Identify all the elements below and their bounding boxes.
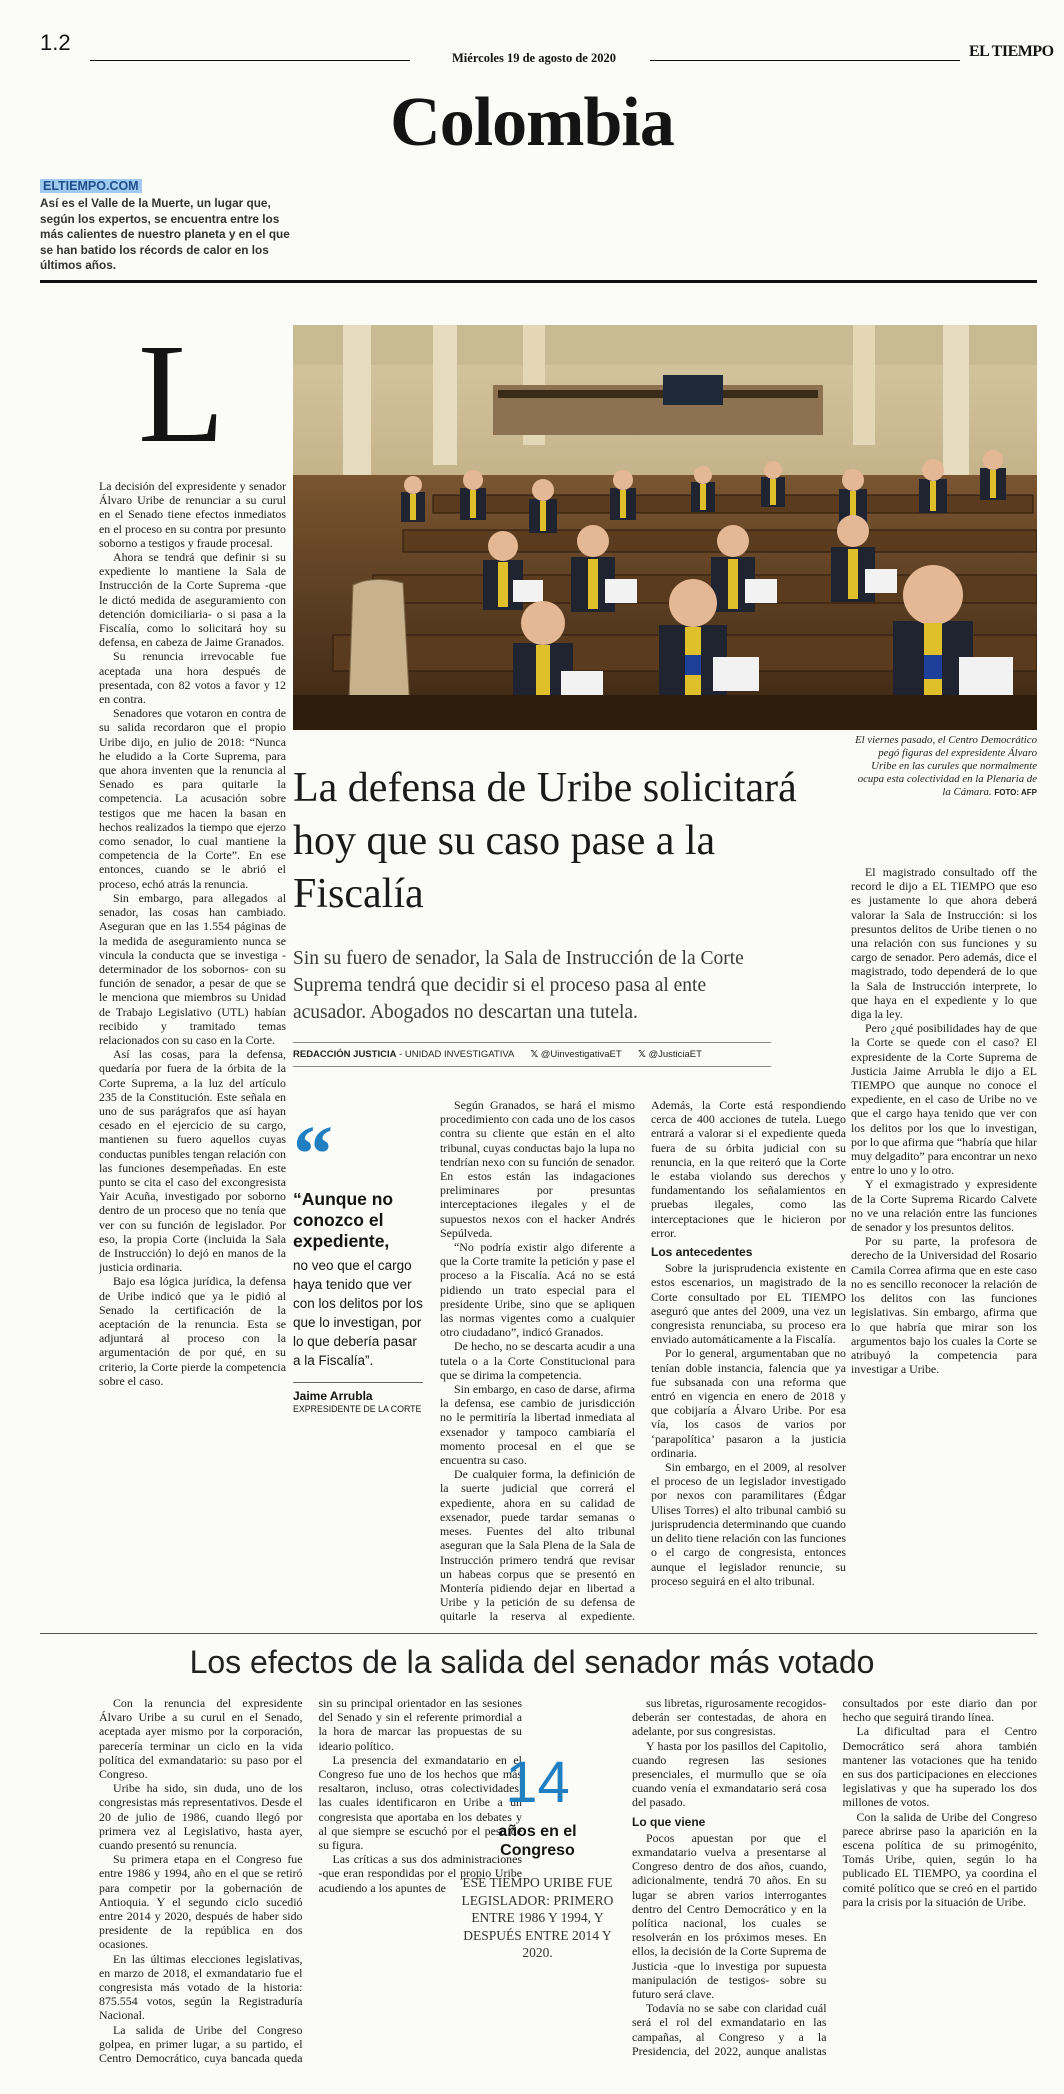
second-article-right: sus libretas, rigurosamente recogidos- deberán ser contestadas, de ahora en adelante, por sus congresistas. Y hasta por los pasillos del Capitolio, cuando regresen las sesiones presenciales, el murmullo que se oía cuando venía el exmandatario será cosa del pasado. Lo que viene Pocos apuestan por que el exmandatario vuelva a presentarse al Congreso dentro de dos años, cuando, adicionalmente, tendrá 70 años. En su lugar se abren varios interrogantes dentro del Centro Democrático y en la política nacional, los cuales se resolverán en los próximos meses. En ellos, la decisión de la Corte Suprema de Justicia -que lo investiga por supuesta manipulación de testigos- sobre su futuro será clave. Todavía no se sabe con claridad cuál será el rol del exmandatario en las campañas, al Congreso y a la Presidencia, del 2022, aunque analistas consultados por este diario dan por hecho que seguirá tirando línea. La dificultad para el Centro Democrático será ahora también mantener las votaciones que ha tenido en sus dos participaciones en elecciones legislativas y que ha superado los dos millones de votos. Con la salida de Uribe del Congreso parece abrirse paso la aparición en la escena política de su primogénito, Tomás Uribe, quien, según lo ha publicado EL TIEMPO, ya coordina el comité político que se creó en el partido para la crisis por la situación de Uribe. — [632, 1696, 1037, 2058]
header-rule-right — [650, 60, 960, 61]
subhead-antecedentes: Los antecedentes — [651, 1245, 753, 1260]
stat-box — [460, 1750, 615, 1962]
twitter-icon: 𝕏 — [530, 1049, 539, 1060]
quote-mark-icon: “ — [293, 1111, 333, 1199]
second-article-left: Con la renuncia del expresidente Álvaro Uribe a su curul en el Senado, aceptada ayer mismo por la corporación, parecería terminar un ciclo en la vida política del exmandatario: su paso por el Congreso. Uribe ha sido, sin duda, uno de los congresistas más representativos. Desde el 20 de julio de 1986, cuando llegó por primera vez al Legislativo, hasta ayer, cuando presentó su renuncia. Su primera etapa en el Congreso fue entre 1986 y 1994, año en el que se retiró para competir por la gobernación de Antioquia. Y el segundo ciclo sucedió entre 2014 y 2020, después de haber sido presidente de la república en dos ocasiones. En las últimas elecciones legislativas, en marzo de 2018, el exmandatario fue el congresista más votado de la historia: 875.554 votos, según la Registraduría Nacional. La salida de Uribe del Congreso golpea, en primer lugar, a su partido, el Centro Democrático, cuya bancada queda sin su principal orientador en las sesiones del Senado y sin el referente primordial a la hora de marcar las propuestas de su ideario político. La presencia del exmandatario en el Congreso fue uno de los hechos que más resaltaron, incluso, otras colectividades, las cuales identificaron en Uribe a un congresista que aportaba en los debates y al que siempre se escuchó por el peso de su figura. Las críticas a sus dos administraciones -que eran respondidas por el propio Uribe acudiendo a los apuntes de — [99, 1696, 522, 2066]
section-title: Colombia — [390, 84, 674, 161]
stat-label: años en el Congreso — [498, 1823, 577, 1859]
main-headline: La defensa de Uribe solicitará hoy que su caso pase a la Fiscalía — [293, 765, 797, 917]
mid-rule — [40, 1633, 1037, 1634]
promo-link[interactable]: ELTIEMPO.COM — [40, 179, 142, 193]
issue-date: Miércoles 19 de agosto de 2020 — [452, 51, 616, 65]
quote-bold: “Aunque no conozco el expediente, — [293, 1189, 394, 1251]
second-headline: Los efectos de la salida del senador más votado — [189, 1644, 875, 1680]
quote-role: EXPRESIDENTE DE LA CORTE — [293, 1404, 422, 1414]
brand-logo: EL TIEMPO — [969, 43, 1054, 60]
article-column-1: La decisión del expresidente y senador Álvaro Uribe de renunciar a su curul en el Senado tiene efectos inmediatos en el proceso en su contra por presunto soborno a testigos y fraude procesal. Ahora se tendrá que definir si su expediente lo mantiene la Sala de Instrucción de la Corte Suprema -que le dictó medida de aseguramiento con detención domiciliaria- o si pasa a la Fiscalía, como lo solicitará hoy su defensa, en cabeza de Jaime Granados. Su renuncia irrevocable fue aceptada una hora después de presentada, con 82 votos a favor y 12 en contra. Senadores que votaron en contra de su salida recordaron que el propio Uribe dijo, en julio de 2018: “Nunca he eludido a la Corte Suprema, para que ahora inventen que la renuncia al Senado es para quitarle la competencia. La acusación sobre testigos que me hacen la basan en hechos realizados la tiempo que ejerzo como senador, lo cual mantiene la competencia de la Corte”. En ese entonces, cuando se le abrió el proceso, echó atrás la renuncia. Sin embargo, para allegados al senador, las cosas han cambiado. Aseguran que en las 1.554 páginas de la medida de aseguramiento nunca se vincula la conducta que se investiga -determinador de los sobornos- con su función de senador, a pesar de que se le menciona que miembros su Unidad de Trabajo Legislativo (UTL) habían recibido y tramitado temas relacionados con su caso en la Corte. Así las cosas, para la defensa, quedaría por fuera de la órbita de la Corte Suprema, a la luz del artículo 235 de la Constitución. Este señala en uno de sus parágrafos que así hayan cesado en el ejercicio de su cargo, mantienen su fuero aquellos cuyas conductas punibles tengan relación con las funciones desempeñadas. En este punto se cita el caso del excongresista Yair Acuña, investigado por soborno dentro de un proceso que no tenía que ver con su función de legislador. Por eso, la propia Corte (incluida la Sala de Instrucción) lo dejó en manos de la justicia ordinaria. Bajo esa lógica jurídica, la defensa de Uribe indicó que ya le pidió al Senado la certificación de la aceptación de la renuncia. Esta se adjuntará al proceso con la argumentación de por qué, en su criterio, la Corte pierde la competencia sobre el caso. — [99, 479, 286, 1388]
byline: REDACCIÓN JUSTICIA - UNIDAD INVESTIGATIVA 𝕏 @UinvestigativaET 𝕏 @JusticiaET — [293, 1049, 702, 1060]
article-column-right: El magistrado consultado off the record le dijo a EL TIEMPO que eso es justamente lo que ahora deberá valorar la Sala de Instrucción: si los presuntos delitos de Uribe tienen o no una relación con sus funciones y su cargo de senador. Pero además, dice el magistrado, todo dependerá de lo que la Sala de Instrucción interprete, lo que haya en el expediente y lo que diga la ley. Pero ¿qué posibilidades hay de que la Corte se quede con el caso? El expresidente de la Corte Suprema de Justicia Jaime Arrubla le dijo a EL TIEMPO que aunque no conoce el expediente, en el caso de Uribe no ve que el cargo haya tenido que ver con los delitos por los que lo investigan, por lo que afirma que “habría que hilar muy delgadito” para encontrar un nexo entre lo uno y lo otro. Y el exmagistrado y expresidente de la Corte Suprema Ricardo Calvete no ve una relación entre las funciones de senador y los presuntos delitos. Por su parte, la profesora de derecho de la Universidad del Rosario Camila Correa afirma que en este caso no es sencillo reconocer la relación de los delitos con las funciones legislativas. Sin embargo, afirma que lo que habría que mirar son los argumentos bajo los cuales la Corte se atribuyó la competencia para investigar a Uribe. — [851, 865, 1037, 1377]
drop-cap: L — [138, 314, 225, 472]
senate-chamber-illustration — [293, 325, 1037, 730]
stat-number: 14 — [505, 1750, 570, 1815]
header-rule-left — [90, 60, 410, 61]
subhead-lo-que-viene: Lo que viene — [632, 1814, 706, 1829]
main-subheadline: Sin su fuero de senador, la Sala de Instrucción de la Corte Suprema tendrá que decidir si el proceso pasa al ente acusador. Abogados no descartan una tutela. — [293, 948, 744, 1023]
photo-credit: FOTO: AFP — [994, 788, 1037, 797]
byline-rule-bottom — [293, 1066, 771, 1067]
pull-quote — [293, 1111, 423, 1414]
page-number: 1.2 — [40, 30, 71, 55]
top-thick-rule — [40, 280, 1037, 283]
quote-author: Jaime Arrubla — [293, 1389, 373, 1403]
photo-caption: El viernes pasado, el Centro Democrático pegó figuras del expresidente Álvaro Uribe en las curules que normalmente ocupa esta colectividad en la Plenaria de la Cámara. FOTO: AFP — [855, 734, 1037, 798]
stat-text: ESE TIEMPO URIBE FUE LEGISLADOR: PRIMERO ENTRE 1986 Y 1994, Y DESPUÉS ENTRE 2014 Y 2020. — [461, 1875, 614, 1960]
quote-text: no veo que el cargo haya tenido que ver con los delitos por los que lo investigan, por lo que debería pasar a la Fiscalía”. — [293, 1258, 423, 1368]
promo-text: Así es el Valle de la Muerte, un lugar que, según los expertos, se encuentra entre los más calientes de nuestro planeta y en el que se han batido los récords de calor en los últimos años. — [40, 196, 290, 272]
byline-rule — [293, 1042, 771, 1043]
twitter-icon: 𝕏 — [638, 1049, 646, 1060]
main-photo — [293, 325, 1037, 730]
article-columns-middle: Según Granados, se hará el mismo procedimiento con cada uno de los casos contra su cliente que están en el alto tribunal, cuyas conductas bajo la lupa no tendrían nexo con su función de senador. En estos están las indagaciones preliminares por presuntas interceptaciones ilegales y el de supuestos nexos con el hacker Andrés Sepúlveda. “No podría existir algo diferente a que la Corte tramite la petición y pase el proceso a la Fiscalía. Acá no se está pidiendo un trato especial para el presidente Uribe, sino que se apliquen las normas vigentes como a cualquier otro ciudadano”, indicó Granados. De hecho, no se descarta acudir a una tutela o a la Corte Constitucional para que se dirima la competencia. Sin embargo, en caso de darse, afirma la defensa, ese cambio de jurisdicción no le permitiría la libertad inmediata al exsenador y tampoco cambiaría el momento procesal en el que se encuentra su caso. De cualquier forma, la definición de la suerte judicial que correrá el expediente, ahora en su calidad de exsenador, puede tardar semanas o meses. Fuentes del alto tribunal aseguran que la Sala Plena de la Sala de Instrucción primero tendrá que revisar un habeas corpus que se presentó en Montería pidiendo dejar en libertad a Uribe y la petición de su defensa de quitarle la reserva al expediente. Además, la Corte está respondiendo cerca de 400 acciones de tutela. Luego entrará a valorar si el expediente queda fuera de su órbita judicial con su renuncia, en la que reiteró que la Corte le estaba violando sus derechos y fundamentando los señalamientos en pruebas ilegales, como las interceptaciones que le hicieron por error. Los antecedentes Sobre la jurisprudencia existente en estos escenarios, un magistrado de la Corte consultado por EL TIEMPO aseguró que antes del 2009, una vez un congresista renunciaba, su proceso era enviado automáticamente a la Fiscalía. Por lo general, argumentaban que no tenían doble instancia, falencia que ya fue subsanada con una reforma que entró en vigencia en enero de 2018 y que cobijaría a Álvaro Uribe. Por esa vía, los casos de varios por ‘parapolítica’ pasaron a la justicia ordinaria. Sin embargo, en el 2009, al resolver el proceso de un legislador investigado por nexos con paramilitares (Édgar Ulises Torres) el alto tribunal cambió su jurisprudencia determinando que cuando un delito tiene relación con las funciones o el cargo de congresista, entonces aunque el legislador renuncie, su proceso seguirá en el alto tribunal. — [440, 1098, 846, 1624]
